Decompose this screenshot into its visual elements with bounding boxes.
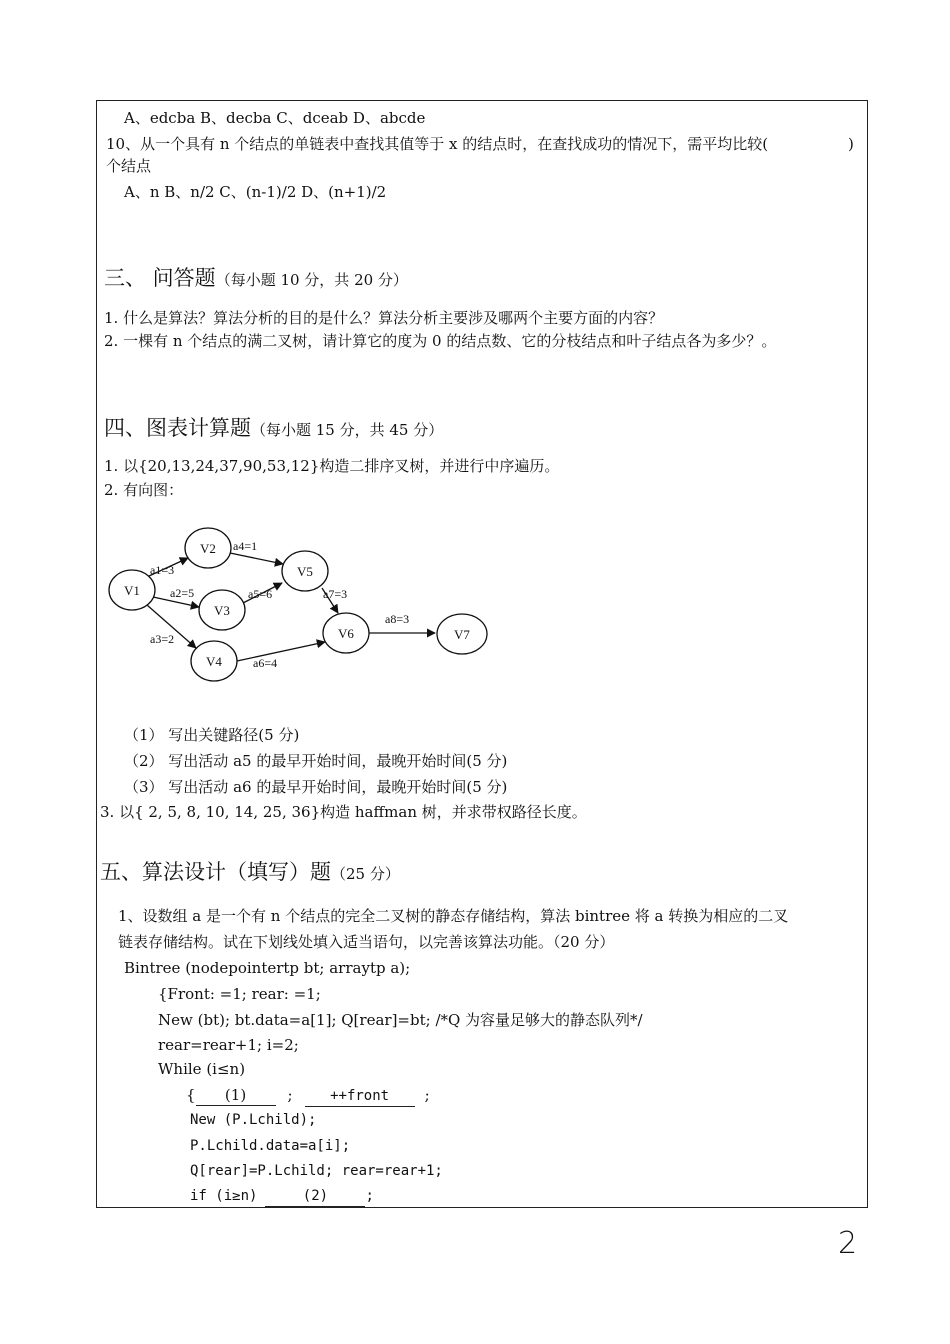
graph-edge-a4 <box>230 553 283 564</box>
fill-blank-1: (1) <box>196 1085 276 1106</box>
section3-title: 三、 问答题 <box>104 266 216 290</box>
section4-q3: 3. 以{ 2, 5, 8, 10, 14, 25, 36}构造 haffman 树，并求带权路径长度。 <box>100 803 587 821</box>
q10-paren-close: ) <box>848 135 854 153</box>
graph-edge-label-a7: a7=3 <box>323 587 348 601</box>
graph-edge-label-a2: a2=5 <box>170 586 195 600</box>
graph-node-v7: V7 <box>454 627 470 642</box>
code-loop-line <box>186 1085 430 1107</box>
fill-blank-2: (2) <box>265 1186 365 1207</box>
graph-edge-a6 <box>237 642 325 661</box>
graph-edge-label-a1: a1=3 <box>150 563 175 577</box>
section4-sub3: （3） 写出活动 a6 的最早开始时间，最晚开始时间(5 分) <box>124 778 508 796</box>
code-line-4: rear=rear+1; i=2; <box>158 1036 299 1054</box>
graph-edge-label-a4: a4=1 <box>233 539 258 553</box>
graph-node-v2: V2 <box>200 541 216 556</box>
code-separator-2: ; <box>424 1086 430 1104</box>
graph-edge-label-a5: a5=6 <box>248 587 273 601</box>
code-separator-1: ; <box>287 1086 293 1104</box>
code-if-line <box>190 1186 374 1207</box>
graph-node-v3: V3 <box>214 603 230 618</box>
graph-edge-label-a8: a8=3 <box>385 612 410 626</box>
section4-q2: 2. 有向图： <box>104 481 184 499</box>
graph-node-v5: V5 <box>297 564 313 579</box>
code-line-queue: Q[rear]=P.Lchild; rear=rear+1; <box>190 1163 443 1179</box>
graph-edge-label-a3: a3=2 <box>150 632 175 646</box>
code-separator-3: ; <box>365 1188 374 1204</box>
graph-node-v4: V4 <box>206 654 222 669</box>
section5-q1-line2: 链表存储结构。试在下划线处填入适当语句，以完善该算法功能。（20 分） <box>118 933 615 951</box>
page-number: 2 <box>838 1226 858 1261</box>
code-line-2: {Front: =1; rear: =1; <box>158 985 321 1003</box>
section4-title: 四、图表计算题 <box>104 416 251 440</box>
code-loop-open-brace: { <box>186 1086 196 1104</box>
code-line-lchild-data: P.Lchild.data=a[i]; <box>190 1138 351 1154</box>
q10-text: 10、从一个具有 n 个结点的单链表中查找其值等于 x 的结点时，在查找成功的情况下，需平均比较( <box>106 135 769 153</box>
code-line-3: New (bt); bt.data=a[1]; Q[rear]=bt; /*Q 为容量足够大的静态队列*/ <box>158 1011 643 1029</box>
section3-subtitle: （每小题 10 分，共 20 分） <box>215 271 408 289</box>
section5-subtitle: （25 分） <box>331 865 400 883</box>
q10-options: A、n B、n/2 C、(n-1)/2 D、(n+1)/2 <box>124 183 387 201</box>
section4-q1: 1. 以{20,13,24,37,90,53,12}构造二排序叉树，并进行中序遍历。 <box>104 457 560 475</box>
fill-blank-front: ++front <box>305 1086 415 1107</box>
graph-node-v1: V1 <box>124 583 140 598</box>
section4-subtitle: （每小题 15 分，共 45 分） <box>251 421 444 439</box>
q9-options: A、edcba B、decba C、dceab D、abcde <box>124 109 426 127</box>
code-line-new-lchild: New (P.Lchild); <box>190 1112 317 1128</box>
section5-title: 五、算法设计（填写）题 <box>100 860 331 884</box>
section5-heading <box>100 858 400 888</box>
section4-sub1: （1） 写出关键路径(5 分) <box>124 726 300 744</box>
graph-edge-label-a6: a6=4 <box>253 656 278 670</box>
section5-q1-line1: 1、设数组 a 是一个有 n 个结点的完全二叉树的静态存储结构，算法 bintree 将 a 转换为相应的二叉 <box>118 907 789 925</box>
section3-q2: 2. 一棵有 n 个结点的满二叉树，请计算它的度为 0 的结点数、它的分枝结点和叶子结点各为多少？。 <box>104 332 777 350</box>
code-line-1: Bintree (nodepointertp bt; arraytp a); <box>124 959 411 977</box>
section4-sub2: （2） 写出活动 a5 的最早开始时间，最晚开始时间(5 分) <box>124 752 508 770</box>
graph-node-v6: V6 <box>338 626 354 641</box>
section3-q1: 1. 什么是算法？算法分析的目的是什么？算法分析主要涉及哪两个主要方面的内容？ <box>104 309 664 327</box>
code-line-5: While (i≤n) <box>158 1060 246 1078</box>
code-if-text: if (i≥n) <box>190 1188 258 1204</box>
q10-text-2: 个结点 <box>106 157 152 175</box>
